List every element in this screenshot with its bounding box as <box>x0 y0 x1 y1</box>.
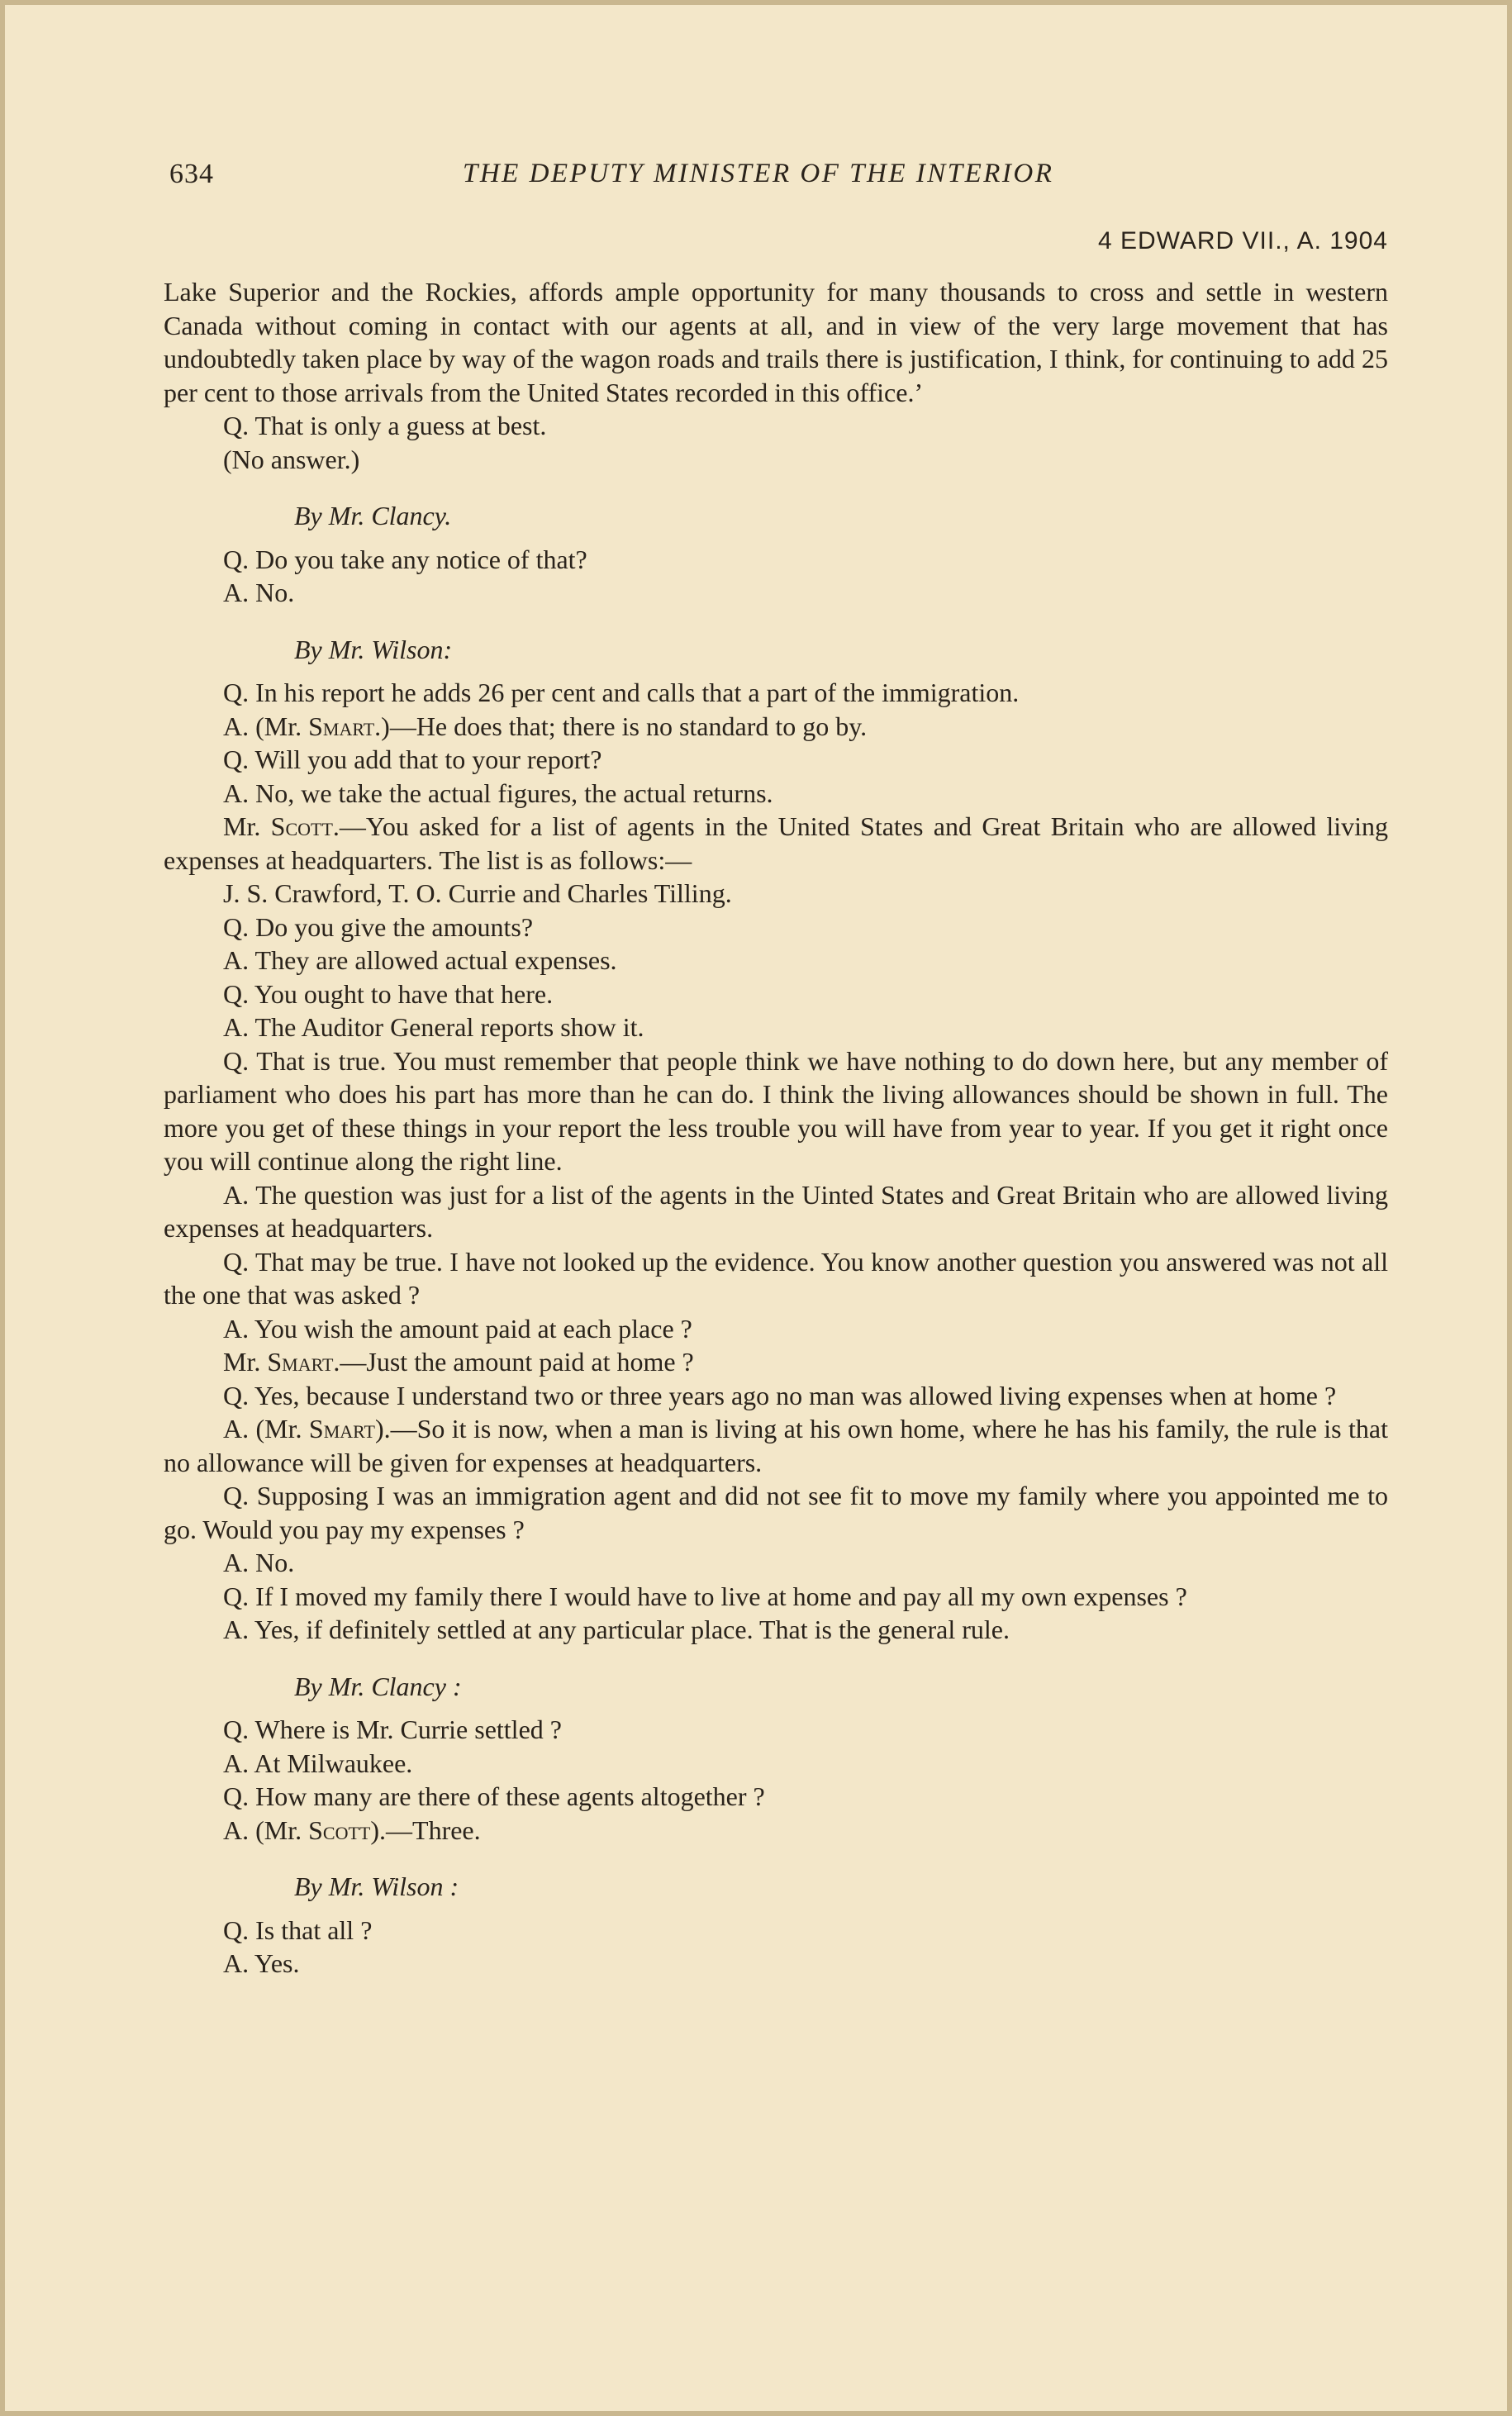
question: Q. Where is Mr. Currie settled ? <box>223 1715 562 1744</box>
answer <box>164 1814 1388 1848</box>
answer: A. Yes. <box>223 1948 300 1978</box>
question: Q. Do you give the amounts? <box>223 911 534 942</box>
statement <box>164 810 1388 877</box>
speaker-name: Smart <box>267 1347 334 1377</box>
answer: A. No, we take the actual figures, the actual returns. <box>223 778 773 808</box>
speaker-heading: By Mr. Clancy. <box>294 501 452 530</box>
answer: A. The question was just for a list of the agents in the Uinted States and Great Britain who are allowed living expenses at headquarters. <box>164 1179 1388 1243</box>
agent-list: J. S. Crawford, T. O. Currie and Charles Tilling. <box>223 878 732 908</box>
question: Q. In his report he adds 26 per cent and calls that a part of the immigration. <box>223 678 1020 707</box>
question: Q. Is that all ? <box>223 1914 373 1945</box>
paragraph: Lake Superior and the Rockies, affords ample opportunity for many thousands to cross and settle in western Canada without coming in contact with our agents at all, and in view of the very large movement that has undoubtedly taken place by way of the wagon roads and trails there is justification, I think, for continuing to add 25 per cent to those arrivals from the United States recorded in this office.’ <box>164 277 1388 407</box>
statement-text: .—You asked for a list of agents in the United States and Great Britain who are allowed living expenses at headquarters. The list is as follows:— <box>164 811 1389 875</box>
question: Q. Do you take any notice of that? <box>223 544 587 574</box>
answer: A. No. <box>223 578 295 607</box>
answer-prefix: A. (Mr. <box>223 1414 309 1443</box>
answer: A. At Milwaukee. <box>223 1748 413 1778</box>
page-number: 634 <box>169 159 214 189</box>
answer: A. No. <box>223 1548 295 1577</box>
answer <box>164 1412 1388 1479</box>
speaker-heading: By Mr. Clancy : <box>294 1671 462 1701</box>
running-title: THE DEPUTY MINISTER OF THE INTERIOR <box>463 159 1054 188</box>
statement <box>164 1345 1388 1379</box>
question: Q. Will you add that to your report? <box>223 744 602 774</box>
answer-text: ).—Three. <box>370 1814 481 1845</box>
answer-prefix: A. (Mr. <box>223 711 309 741</box>
speaker-name: Smart <box>308 1414 375 1443</box>
speaker-name: Scott <box>308 1814 371 1845</box>
question: Q. That may be true. I have not looked up the evidence. You know another question you answered was not all the one that was asked ? <box>164 1246 1388 1310</box>
statement-text: .—Just the amount paid at home ? <box>333 1347 694 1377</box>
answer: A. They are allowed actual expenses. <box>223 945 617 975</box>
question: Q. That is only a guess at best. <box>223 411 547 440</box>
question: Q. Yes, because I understand two or three years ago no man was allowed living expenses when at home ? <box>223 1380 1337 1410</box>
answer: A. Yes, if definitely settled at any particular place. That is the general rule. <box>223 1615 1010 1644</box>
page-header <box>169 159 1384 200</box>
answer: A. You wish the amount paid at each place ? <box>223 1313 692 1344</box>
statement-prefix: Mr. <box>223 811 271 841</box>
question: Q. You ought to have that here. <box>223 978 554 1009</box>
question: Q. Supposing I was an immigration agent and did not see fit to move my family where you appointed me to go. Would you pay my expenses ? <box>164 1481 1388 1544</box>
question: Q. How many are there of these agents altogether ? <box>223 1781 765 1811</box>
question: Q. If I moved my family there I would have to live at home and pay all my own expenses ? <box>223 1581 1187 1611</box>
answer-text: ).—So it is now, when a man is living at his own home, where he has his family, the rule is that no allowance will be given for expenses at headquarters. <box>164 1414 1389 1477</box>
statement-prefix: Mr. <box>223 1347 268 1377</box>
answer: A. The Auditor General reports show it. <box>223 1012 644 1042</box>
speaker-heading: By Mr. Wilson : <box>294 1871 459 1901</box>
answer-prefix: A. (Mr. <box>223 1814 309 1845</box>
answer-text: .)—He does that; there is no standard to go by. <box>374 711 868 741</box>
session-label: 4 EDWARD VII., A. 1904 <box>1097 227 1388 254</box>
speaker-name: Smart <box>308 711 375 741</box>
speaker-heading: By Mr. Wilson: <box>294 634 453 664</box>
body-text <box>164 275 1388 1981</box>
answer: (No answer.) <box>223 444 360 474</box>
speaker-name: Scott <box>270 811 333 841</box>
question: Q. That is true. You must remember that people think we have nothing to do down here, but any member of parliament who does his part has more than he can do. I think the living allowances should be shown in full. The more you get of these things in your report the less trouble you will have from year to year. If you get it right once you will continue along the right line. <box>164 1045 1388 1176</box>
answer <box>164 710 1388 744</box>
